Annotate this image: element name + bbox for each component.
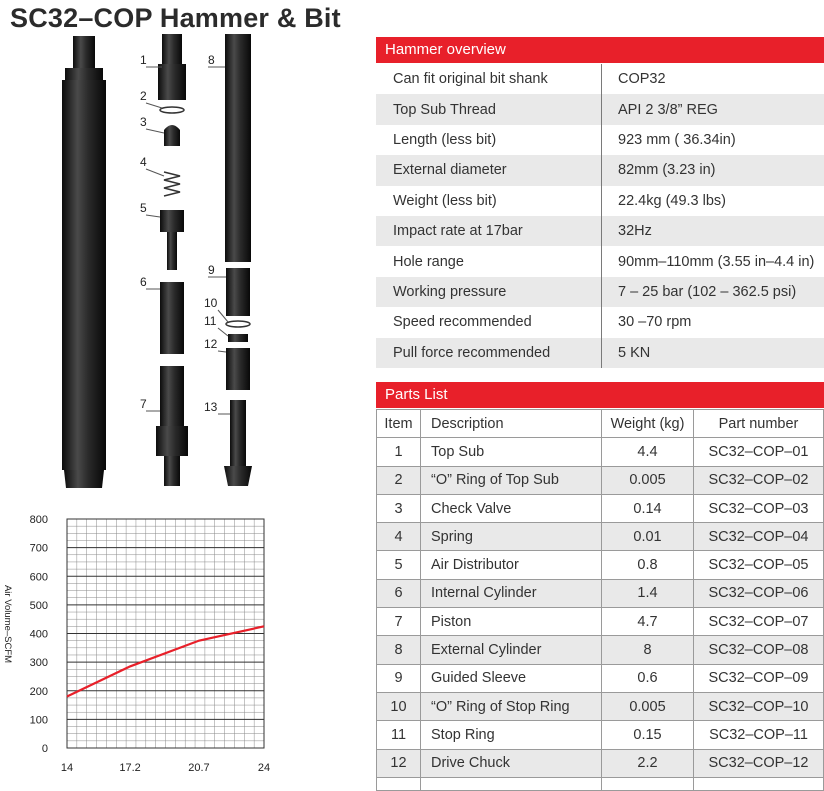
partial-cell [377, 777, 421, 790]
part-weight: 0.01 [602, 523, 694, 551]
callout-1: 1 [140, 53, 147, 67]
part-weight: 0.005 [602, 692, 694, 720]
part-description: “O” Ring of Top Sub [421, 466, 602, 494]
part-description: External Cylinder [421, 636, 602, 664]
part-number: SC32–COP–07 [694, 608, 824, 636]
part-weight: 4.7 [602, 608, 694, 636]
table-row [377, 551, 824, 579]
overview-label: Speed recommended [376, 307, 602, 337]
overview-value: COP32 [602, 64, 824, 94]
part-item-number: 8 [377, 636, 421, 664]
overview-row [376, 94, 824, 124]
y-tick-label: 200 [30, 686, 48, 698]
callout-3: 3 [140, 115, 147, 129]
callout-9: 9 [208, 263, 215, 277]
callout-4: 4 [140, 155, 147, 169]
overview-row [376, 246, 824, 276]
overview-label: Pull force recommended [376, 338, 602, 368]
overview-row [376, 338, 824, 368]
overview-label: Weight (less bit) [376, 186, 602, 216]
col-header-part-number: Part number [694, 410, 824, 438]
part-number: SC32–COP–09 [694, 664, 824, 692]
overview-row [376, 277, 824, 307]
y-tick-label: 500 [30, 600, 48, 612]
y-tick-label: 700 [30, 543, 48, 555]
part-weight: 2.2 [602, 749, 694, 777]
part-weight: 1.4 [602, 579, 694, 607]
callout-13: 13 [204, 400, 218, 414]
y-axis-label: Air Volume–SCFM [2, 585, 13, 663]
table-row [377, 523, 824, 551]
overview-label: Length (less bit) [376, 125, 602, 155]
overview-value: 5 KN [602, 338, 824, 368]
col-header-item: Item [377, 410, 421, 438]
overview-row [376, 307, 824, 337]
overview-value: 923 mm ( 36.34in) [602, 125, 824, 155]
x-tick-label: 24 [258, 762, 270, 774]
table-row [377, 664, 824, 692]
parts-list-table [376, 409, 824, 791]
part-description: Drive Chuck [421, 749, 602, 777]
part-weight: 4.4 [602, 438, 694, 466]
callout-11: 11 [204, 314, 217, 328]
part-item-number: 9 [377, 664, 421, 692]
part-number: SC32–COP–11 [694, 721, 824, 749]
partial-cell [421, 777, 602, 790]
partial-cell [602, 777, 694, 790]
part-weight: 0.005 [602, 466, 694, 494]
callout-7: 7 [140, 397, 147, 411]
part-description: Guided Sleeve [421, 664, 602, 692]
overview-value: API 2 3/8” REG [602, 94, 824, 124]
part-item-number: 5 [377, 551, 421, 579]
col-header-weight: Weight (kg) [602, 410, 694, 438]
y-tick-label: 300 [30, 657, 48, 669]
part-weight: 0.8 [602, 551, 694, 579]
part-description: Spring [421, 523, 602, 551]
table-row [377, 608, 824, 636]
air-volume-chart [0, 505, 272, 775]
table-row-partial [377, 777, 824, 790]
part-weight: 8 [602, 636, 694, 664]
overview-label: External diameter [376, 155, 602, 185]
hammer-overview-table [376, 64, 824, 368]
overview-label: Impact rate at 17bar [376, 216, 602, 246]
part-description: Air Distributor [421, 551, 602, 579]
x-axis-tick-labels [61, 762, 270, 774]
part-number: SC32–COP–05 [694, 551, 824, 579]
callout-12: 12 [204, 337, 218, 351]
overview-row [376, 64, 824, 94]
part-number: SC32–COP–01 [694, 438, 824, 466]
y-tick-label: 400 [30, 629, 48, 641]
part-item-number: 6 [377, 579, 421, 607]
x-tick-label: 14 [61, 762, 73, 774]
table-row [377, 636, 824, 664]
part-number: SC32–COP–04 [694, 523, 824, 551]
part-item-number: 11 [377, 721, 421, 749]
part-number: SC32–COP–08 [694, 636, 824, 664]
table-row [377, 749, 824, 777]
callout-5: 5 [140, 201, 147, 215]
callout-6: 6 [140, 275, 147, 289]
overview-row [376, 186, 824, 216]
table-row [377, 721, 824, 749]
overview-value: 22.4kg (49.3 lbs) [602, 186, 824, 216]
table-row [377, 438, 824, 466]
overview-label: Hole range [376, 246, 602, 276]
overview-label: Top Sub Thread [376, 94, 602, 124]
overview-row [376, 125, 824, 155]
callout-2: 2 [140, 89, 147, 103]
part-weight: 0.15 [602, 721, 694, 749]
parts-table-header-row [377, 410, 824, 438]
y-tick-label: 800 [30, 514, 48, 526]
page-title: SC32–COP Hammer & Bit [10, 3, 341, 34]
y-tick-label: 600 [30, 571, 48, 583]
table-row [377, 466, 824, 494]
part-number: SC32–COP–12 [694, 749, 824, 777]
part-item-number: 4 [377, 523, 421, 551]
overview-label: Working pressure [376, 277, 602, 307]
x-tick-label: 20.7 [188, 762, 209, 774]
part-item-number: 10 [377, 692, 421, 720]
overview-value: 82mm (3.23 in) [602, 155, 824, 185]
hammer-overview-heading: Hammer overview [376, 37, 824, 63]
part-item-number: 7 [377, 608, 421, 636]
part-number: SC32–COP–03 [694, 494, 824, 522]
part-item-number: 1 [377, 438, 421, 466]
part-description: Stop Ring [421, 721, 602, 749]
part-description: “O” Ring of Stop Ring [421, 692, 602, 720]
part-description: Internal Cylinder [421, 579, 602, 607]
overview-row [376, 216, 824, 246]
part-weight: 0.14 [602, 494, 694, 522]
part-item-number: 2 [377, 466, 421, 494]
part-description: Check Valve [421, 494, 602, 522]
y-tick-label: 0 [42, 743, 48, 755]
overview-value: 7 – 25 bar (102 – 362.5 psi) [602, 277, 824, 307]
callout-8: 8 [208, 53, 215, 67]
part-description: Top Sub [421, 438, 602, 466]
part-number: SC32–COP–02 [694, 466, 824, 494]
parts-diagram [40, 30, 290, 496]
overview-value: 32Hz [602, 216, 824, 246]
y-tick-label: 100 [30, 714, 48, 726]
callout-10: 10 [204, 296, 218, 310]
table-row [377, 692, 824, 720]
part-number: SC32–COP–06 [694, 579, 824, 607]
part-number: SC32–COP–10 [694, 692, 824, 720]
exploded-parts-column-left [156, 34, 188, 486]
part-item-number: 12 [377, 749, 421, 777]
table-row [377, 579, 824, 607]
table-row [377, 494, 824, 522]
overview-value: 90mm–110mm (3.55 in–4.4 in) [602, 246, 824, 276]
part-item-number: 3 [377, 494, 421, 522]
y-axis-tick-labels [30, 514, 48, 755]
overview-row [376, 155, 824, 185]
part-callouts [140, 53, 230, 414]
part-description: Piston [421, 608, 602, 636]
exploded-parts-column-right [224, 34, 252, 486]
partial-cell [694, 777, 824, 790]
x-tick-label: 17.2 [119, 762, 140, 774]
part-weight: 0.6 [602, 664, 694, 692]
overview-label: Can fit original bit shank [376, 64, 602, 94]
overview-value: 30 –70 rpm [602, 307, 824, 337]
col-header-description: Description [421, 410, 602, 438]
parts-list-heading: Parts List [376, 382, 824, 408]
assembled-hammer-illustration [62, 36, 106, 488]
